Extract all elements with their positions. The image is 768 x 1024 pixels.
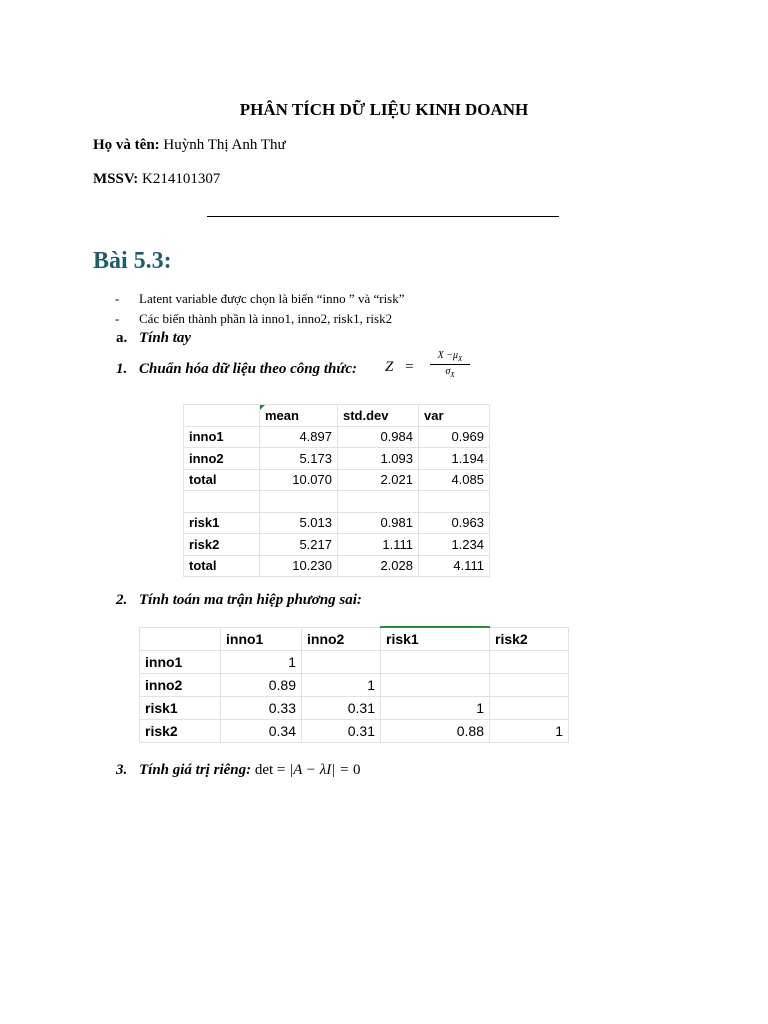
table-cell: 5.173: [260, 448, 338, 470]
row-label: inno2: [184, 448, 260, 470]
formula-lhs: Z: [385, 359, 394, 375]
id-label: MSSV:: [93, 171, 139, 187]
table-cell: 0.34: [221, 720, 302, 743]
table-cell: 1: [381, 697, 490, 720]
table-cell: 0.984: [338, 426, 419, 448]
table-cell: 4.085: [419, 469, 490, 491]
id-value: K214101307: [142, 171, 221, 187]
formula-fraction: [430, 350, 470, 379]
student-id-line: [93, 171, 220, 188]
table-header-cell: [140, 627, 221, 651]
table-cell: [490, 674, 569, 697]
table-row: [140, 651, 569, 674]
table-row: [140, 697, 569, 720]
row-label: risk2: [140, 720, 221, 743]
table-row: [140, 674, 569, 697]
table-cell: 1: [221, 651, 302, 674]
part-a: [116, 330, 191, 347]
row-label: [184, 491, 260, 513]
table-cell: 2.028: [338, 555, 419, 577]
part-a-marker: a.: [116, 330, 128, 346]
formula-eq: =: [405, 359, 414, 375]
table-cell: 0.963: [419, 512, 490, 534]
table-header-cell: inno1: [221, 627, 302, 651]
eigen-expression: |A − λI| =: [289, 762, 350, 778]
table-cell: 0.31: [302, 720, 381, 743]
table-cell: 1.111: [338, 534, 419, 556]
table-cell: 0.88: [381, 720, 490, 743]
formula-numerator: $X -\mu_X$: [430, 350, 470, 365]
step-number: 2.: [116, 592, 128, 608]
step-number: 1.: [116, 361, 128, 377]
page-title: PHÂN TÍCH DỮ LIỆU KINH DOANH: [239, 100, 529, 119]
table-cell: 5.013: [260, 512, 338, 534]
formula-denominator: $\sigma_X$: [445, 366, 455, 379]
bullet-text: Các biến thành phần là inno1, inno2, risk1, risk2: [139, 311, 393, 326]
table-cell: [490, 651, 569, 674]
divider-line: [207, 216, 559, 217]
table-cell: 5.217: [260, 534, 338, 556]
table-header-cell: [184, 405, 260, 427]
table-cell: [338, 491, 419, 513]
table-cell: [381, 651, 490, 674]
table-cell: 0.969: [419, 426, 490, 448]
step-2: [116, 592, 362, 609]
name-value: Huỳnh Thị Anh Thư: [163, 137, 286, 153]
table-row: [184, 491, 490, 513]
table-cell: 0.981: [338, 512, 419, 534]
bullet-text: Latent variable được chọn là biến “inno ” và “risk”: [139, 291, 405, 306]
row-label: risk2: [184, 534, 260, 556]
table-cell: [419, 491, 490, 513]
row-label: risk1: [184, 512, 260, 534]
bullet-dash: -: [115, 291, 120, 306]
row-label: risk1: [140, 697, 221, 720]
row-label: inno2: [140, 674, 221, 697]
student-name-line: [93, 137, 286, 154]
row-label: total: [184, 469, 260, 491]
table-cell: 1: [490, 720, 569, 743]
table-cell: 1.234: [419, 534, 490, 556]
table-cell: 4.897: [260, 426, 338, 448]
table-cell: [260, 491, 338, 513]
step-number: 3.: [116, 762, 128, 778]
table-cell: 2.021: [338, 469, 419, 491]
covariance-table: [139, 626, 569, 743]
table-cell: 4.111: [419, 555, 490, 577]
table-cell: [302, 651, 381, 674]
table-cell: [381, 674, 490, 697]
table-cell: 0.31: [302, 697, 381, 720]
table-header-cell: mean: [260, 405, 338, 427]
table-row: [184, 426, 490, 448]
table-cell: 10.070: [260, 469, 338, 491]
part-a-label: Tính tay: [139, 330, 192, 346]
table-row: [184, 555, 490, 577]
table-cell: 1: [302, 674, 381, 697]
table-cell: 1.093: [338, 448, 419, 470]
row-label: total: [184, 555, 260, 577]
bullet-item: [115, 291, 405, 307]
table-row: [184, 534, 490, 556]
table-cell: 1.194: [419, 448, 490, 470]
table-header-cell: risk2: [490, 627, 569, 651]
step-1: [116, 361, 357, 378]
table-header-cell: inno2: [302, 627, 381, 651]
table-header-row: [184, 405, 490, 427]
exercise-heading: Bài 5.3:: [93, 248, 172, 274]
step-text: Tính toán ma trận hiệp phương sai:: [139, 592, 362, 608]
step-text: Tính giá trị riêng:: [139, 762, 252, 778]
table-header-row: [140, 627, 569, 651]
table-row: [184, 512, 490, 534]
table-row: [184, 448, 490, 470]
row-label: inno1: [140, 651, 221, 674]
bullet-dash: -: [115, 311, 120, 326]
table-cell: 0.33: [221, 697, 302, 720]
table-header-cell: std.dev: [338, 405, 419, 427]
table-cell: 0.89: [221, 674, 302, 697]
table-row: [140, 720, 569, 743]
eigen-prefix: det =: [254, 762, 286, 778]
table-cell: 10.230: [260, 555, 338, 577]
table-row: [184, 469, 490, 491]
table-header-cell: var: [419, 405, 490, 427]
row-label: inno1: [184, 426, 260, 448]
step-text: Chuẩn hóa dữ liệu theo công thức:: [139, 361, 358, 377]
table-header-cell: risk1: [381, 627, 490, 651]
stats-table: [183, 404, 490, 577]
table-cell: [490, 697, 569, 720]
bullet-item: [115, 311, 392, 327]
standardize-formula: [385, 359, 414, 376]
step-3: [116, 762, 361, 779]
eigen-rhs: 0: [353, 762, 361, 778]
name-label: Họ và tên:: [93, 137, 160, 153]
